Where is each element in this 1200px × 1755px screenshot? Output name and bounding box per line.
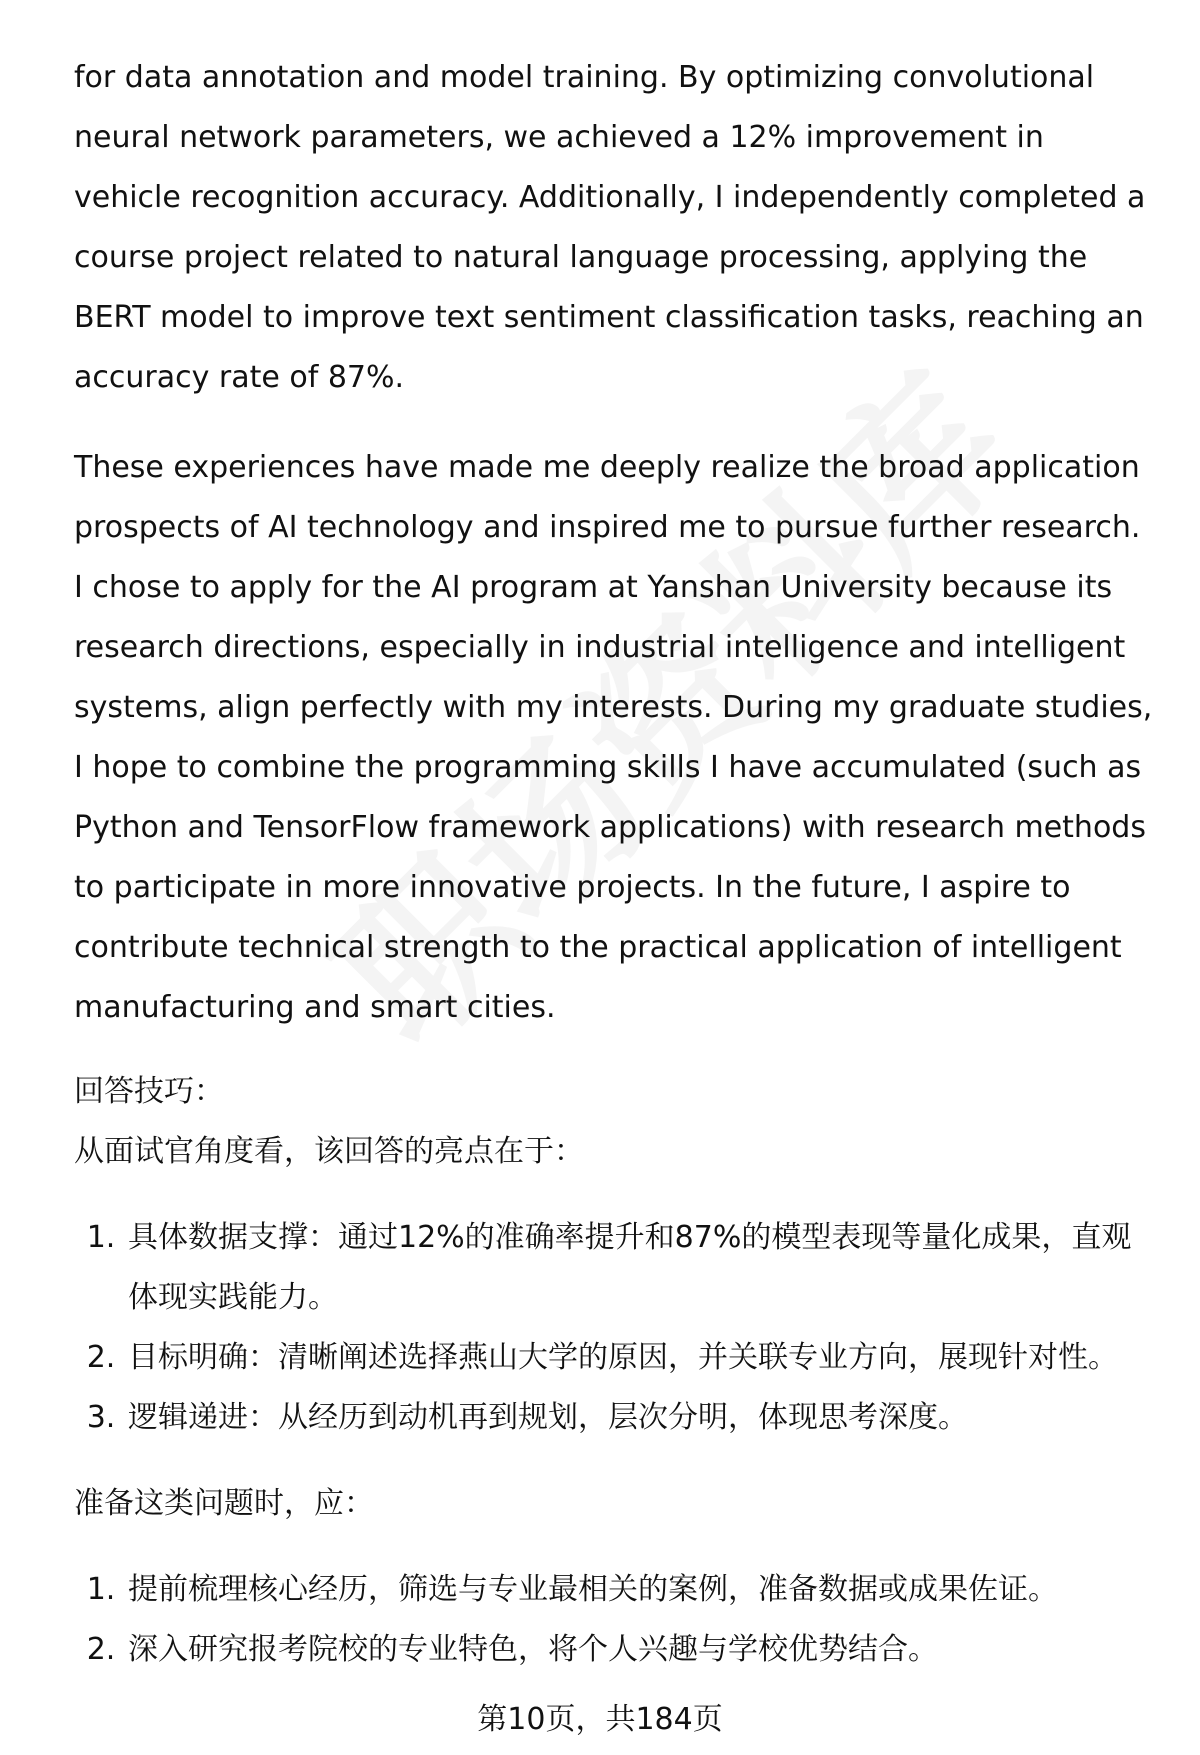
list-number: 1. <box>86 1572 116 1607</box>
prep-intro: 准备这类问题时，应： <box>74 1486 374 1521</box>
list-number: 1. <box>86 1220 116 1255</box>
prep-list <box>74 1560 1154 1680</box>
list-item <box>74 1388 1154 1448</box>
body-paragraph-1: for data annotation and model training. By optimizing convolutional neural network parameters, we achieved a 12% improvement in vehicle recognition accuracy. Additionally, I independently completed a course project related to natural language processing, applying the BERT model to improve text sentiment classification tasks, reaching an accuracy rate of 87%. <box>74 60 1146 395</box>
list-text: 深入研究报考院校的专业特色，将个人兴趣与学校优势结合。 <box>128 1632 938 1667</box>
page-number: 第10页，共184页 <box>477 1702 723 1737</box>
page-content <box>74 48 1154 1706</box>
list-item <box>74 1328 1154 1388</box>
tips-list <box>74 1208 1154 1448</box>
list-number: 3. <box>86 1400 116 1435</box>
list-item <box>74 1560 1154 1620</box>
list-text: 目标明确：清晰阐述选择燕山大学的原因，并关联专业方向，展现针对性。 <box>128 1340 1118 1375</box>
list-text: 具体数据支撑：通过12%的准确率提升和87%的模型表现等量化成果，直观体现实践能力。 <box>128 1220 1132 1315</box>
body-paragraph-2: These experiences have made me deeply realize the broad application prospects of AI technology and inspired me to pursue further research. I chose to apply for the AI program at Yanshan University because its research directions, especially in industrial intelligence and intelligent systems, align perfectly with my interests. During my graduate studies, I hope to combine the programming skills I have accumulated (such as Python and TensorFlow framework applications) with research methods to participate in more innovative projects. In the future, I aspire to contribute technical strength to the practical application of intelligent manufacturing and smart cities. <box>74 450 1153 1025</box>
list-item <box>74 1208 1154 1328</box>
tips-intro: 从面试官角度看，该回答的亮点在于： <box>74 1134 584 1169</box>
list-number: 2. <box>86 1632 116 1667</box>
list-item <box>74 1620 1154 1680</box>
list-number: 2. <box>86 1340 116 1375</box>
list-text: 提前梳理核心经历，筛选与专业最相关的案例，准备数据或成果佐证。 <box>128 1572 1058 1607</box>
list-text: 逻辑递进：从经历到动机再到规划，层次分明，体现思考深度。 <box>128 1400 968 1435</box>
tips-heading: 回答技巧： <box>74 1074 224 1109</box>
